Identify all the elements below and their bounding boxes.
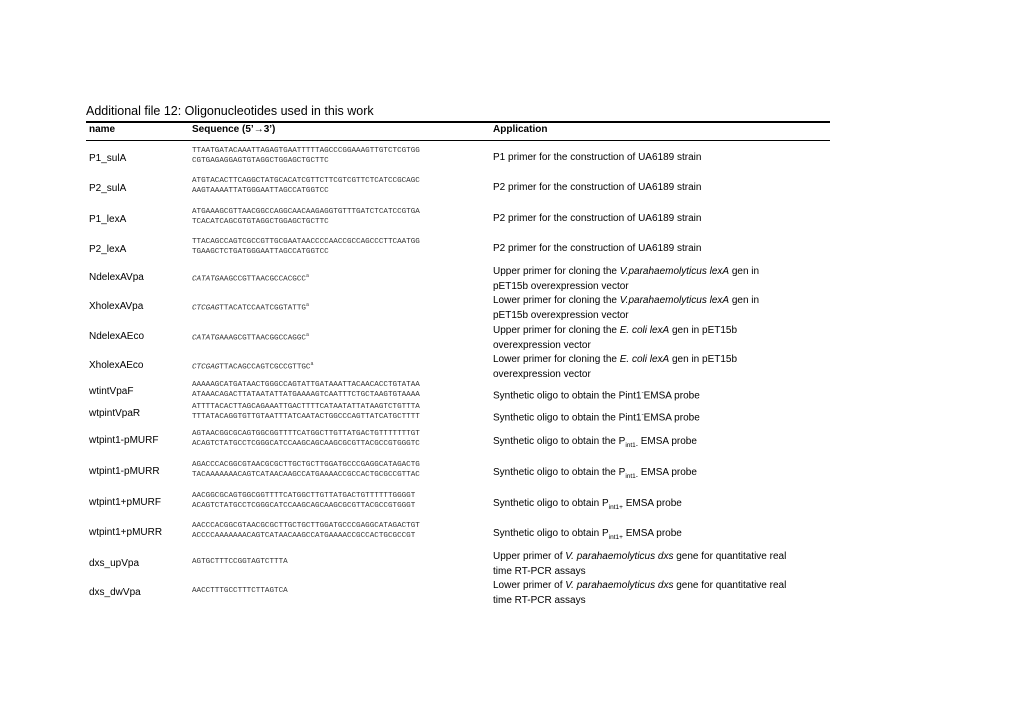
oligo-sequence: ATGTACACTTCAGGCTATGCACATCGTTCTTCGTCGTTCTCATCCGCAGC AAGTAAAATTATGGGAATTAGCCATGGTCC [192,177,420,195]
oligo-sequence: ATGAAAGCGTTAACGGCCAGGCAACAAGAGGTGTTTGATCTCATCCGTGA TCACATCAGCGTGTAGGCTGGAGCTGCTTC [192,208,420,226]
oligo-sequence: AACCCACGGCGTAACGCGCTTGCTGCTTGGATGCCCGAGGCATAGACTGT ACCCCAAAAAAACAGTCATAACAAGCCATGAAAACCGCCACTGCGCCGT [192,522,420,540]
oligo-name: P2_lexA [89,244,127,255]
oligo-name: XholexAVpa [89,301,144,312]
oligo-sequence: ATTTTACACTTAGCAGAAATTGACTTTTCATAATATTATAAGTCTGTTTA TTTATACAGGTGTTGTAATTTATCAATACTGGCCCAGTTATCATGCTTTT [192,403,420,421]
oligo-application: Synthetic oligo to obtain $P_{int1+}$ EMSA probe [493,528,682,541]
top-rule [86,121,830,123]
oligo-sequence: AGACCCACGGCGTAACGCGCTTGCTGCTTGGATGCCCGAGGCATAGACTG TACAAAAAAACAGTCATAACAAGCCATGAAAACCGCCACTGCGCCGTTAC [192,461,420,479]
oligo-application: Upper primer of V. parahaemolyticus dxs gene for quantitative real time RT-PCR assays [493,551,787,577]
oligo-application: Lower primer for cloning the V.parahaemolyticus lexA gen in pET15b overexpression vector [493,295,760,321]
oligo-sequence: AACGGCGCAGTGGCGGTTTTCATGGCTTGTTATGACTGTTTTTTGGGGT ACAGTCTATGCCTCGGGCATCCAAGCAGCAAGCGCGTTACGCCGTGGGT [192,492,416,510]
oligo-name: dxs_upVpa [89,558,140,569]
oligo-name: wtpint1+pMURF [89,497,161,508]
oligo-application: P2 primer for the construction of UA6189 strain [493,243,702,254]
oligo-application: Synthetic oligo to obtain the Pint1-EMSA probe [493,411,700,424]
oligo-sequence: TTAATGATACAAATTAGAGTGAATTTTTAGCCCGGAAAGTTGTCTCGTGG CGTGAGAGGAGTGTAGGCTGGAGCTGCTTC [192,147,420,165]
table-title: Additional file 12: Oligonucleotides used in this work [86,104,374,118]
oligo-name: dxs_dwVpa [89,587,141,598]
oligo-application: P2 primer for the construction of UA6189 strain [493,182,702,193]
header-sequence: Sequence (5’→3’) [192,124,276,135]
oligo-sequence: AGTGCTTTCCGGTAGTCTTTA [192,558,288,566]
oligo-application: Synthetic oligo to obtain the $P_{int1-}$ EMSA probe [493,467,697,480]
oligo-name: P1_sulA [89,153,127,164]
oligo-sequence: AACCTTTGCCTTTCTTAGTCA [192,587,288,595]
oligo-name: NdelexAVpa [89,272,144,283]
oligo-name: wtpintVpaR [89,408,141,419]
oligo-application: Lower primer of V. parahaemolyticus dxs gene for quantitative real time RT-PCR assays [493,580,787,606]
oligo-name: NdelexAEco [89,331,145,342]
header-name: name [89,124,116,135]
oligo-name: XholexAEco [89,360,144,371]
oligo-application: P2 primer for the construction of UA6189 strain [493,213,702,224]
header-application: Application [493,124,548,135]
oligo-name: P2_sulA [89,183,127,194]
header-rule [86,140,830,141]
oligo-sequence: CATATGAAAGCGTTAACGGCCAGGC$^a$ [192,332,309,343]
oligo-application: Upper primer for cloning the E. coli lexA gen in pET15b overexpression vector [493,325,738,351]
oligo-sequence: AGTAACGGCGCAGTGGCGGTTTTCATGGCTTGTTATGACTGTTTTTTTGT ACAGTCTATGCCTCGGGCATCCAAGCAGCAAGCGCGTTACGCCGTGGGTC [192,430,420,448]
oligo-application: Synthetic oligo to obtain $P_{int1+}$ EMSA probe [493,498,682,511]
oligo-name: wtintVpaF [89,386,134,397]
oligo-sequence: AAAAAGCATGATAACTGGGCCAGTATTGATAAATTACAACACCTGTATAA ATAAACAGACTTATAATATTATGAAAAGTCAATTTCTGCTAAGTGTAAAA [192,381,420,399]
oligo-application: Upper primer for cloning the V.parahaemolyticus lexA gen in pET15b overexpression vector [493,266,760,292]
oligo-application: Synthetic oligo to obtain the $P_{int1-}$ EMSA probe [493,436,697,449]
oligo-sequence: CTCGAGTTACATCCAATCGGTATTG$^a$ [192,302,309,313]
oligo-application: Synthetic oligo to obtain the Pint1-EMSA probe [493,389,700,402]
oligo-name: wtpint1-pMURR [89,466,160,477]
oligo-name: wtpint1+pMURR [89,527,163,538]
oligo-sequence: TTACAGCCAGTCGCCGTTGCGAATAACCCCAACCGCCAGCCCTTCAATGG TGAAGCTCTGATGGGAATTAGCCATGGTCC [192,238,420,256]
oligo-application: Lower primer for cloning the E. coli lexA gen in pET15b overexpression vector [493,354,738,380]
oligo-name: wtpint1-pMURF [89,435,159,446]
oligo-application: P1 primer for the construction of UA6189 strain [493,152,702,163]
oligo-sequence: CTCGAGTTACAGCCAGTCGCCGTTGC$^a$ [192,361,314,372]
oligo-sequence: CATATGAAGCCGTTAACGCCACGCC$^a$ [192,273,309,284]
oligo-name: P1_lexA [89,214,127,225]
